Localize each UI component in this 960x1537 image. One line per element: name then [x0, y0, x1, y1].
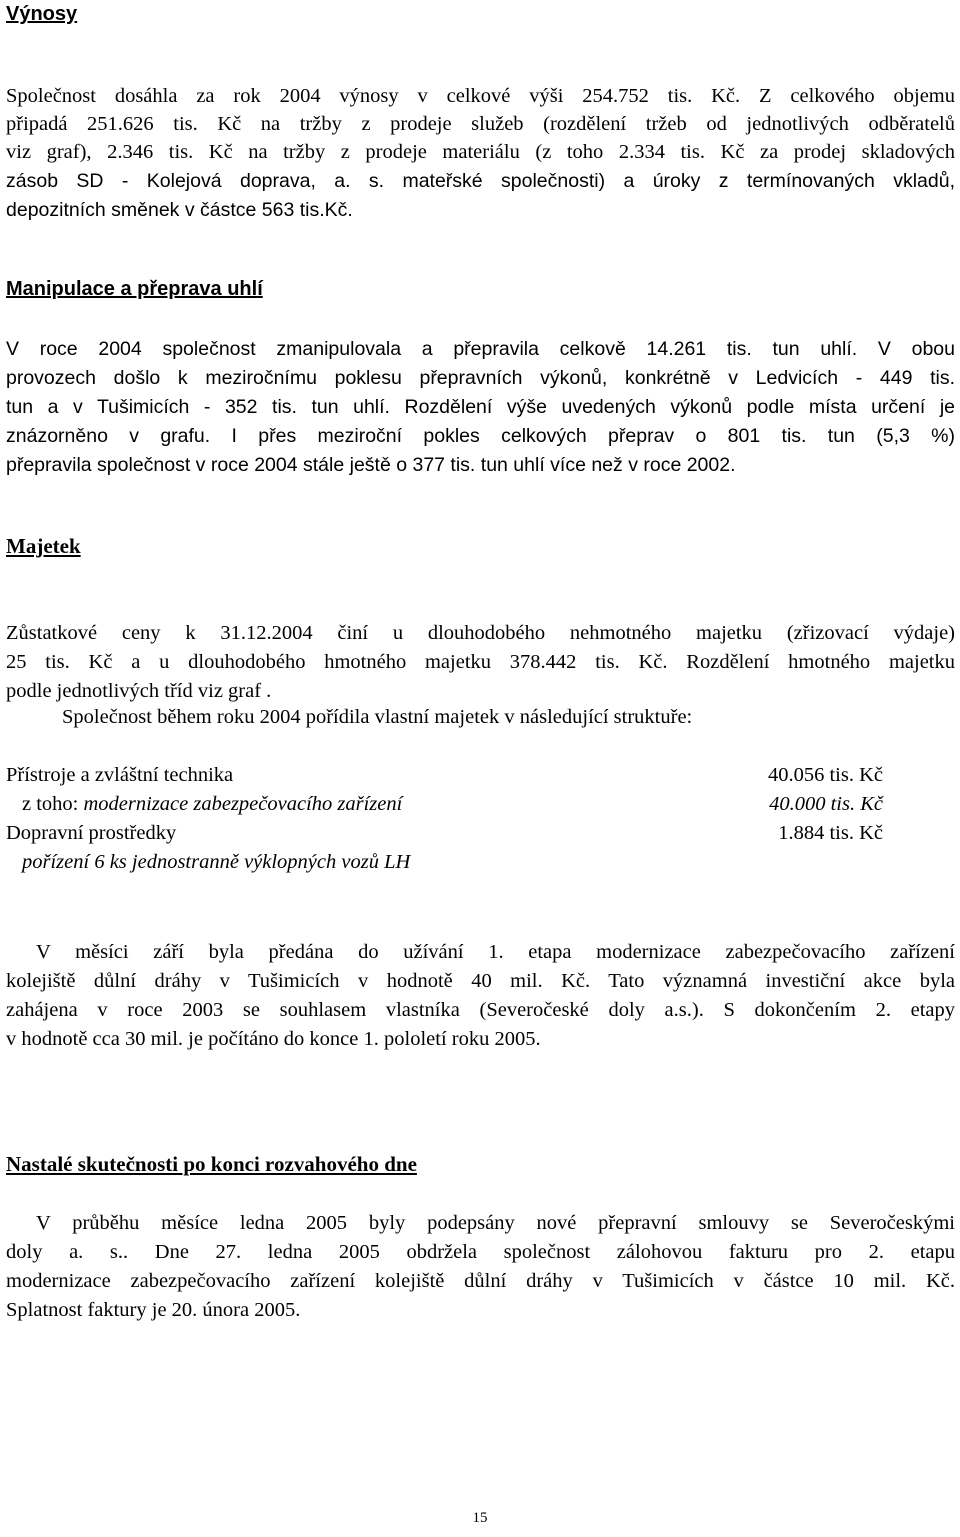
manipulace-line-5: přepravila společnost v roce 2004 stále ještě o 377 tis. tun uhlí více než v roce 2002. [6, 454, 736, 476]
table-row-label-4: pořízení 6 ks jednostranně výklopných vozů LH [22, 851, 411, 873]
heading-vynosy: Výnosy [6, 3, 78, 25]
table-row-prefix-2: z toho: [22, 793, 84, 815]
majetek-paragraph-line-1: V měsíci září byla předána do užívání 1. etapa modernizace zabezpečovacího zařízení [36, 941, 955, 963]
majetek-intro: Společnost během roku 2004 pořídila vlastní majetek v následující struktuře: [62, 706, 693, 728]
manipulace-line-4: znázorněno v grafu. I přes meziroční pokles celkových přeprav o 801 tis. tun (5,3 %) [6, 425, 955, 447]
nastale-line-2: doly a. s.. Dne 27. ledna 2005 obdržela společnost zálohovou fakturu pro 2. etapu [6, 1241, 955, 1263]
nastale-line-3: modernizace zabezpečovacího zařízení kolejiště důlní dráhy v Tušimicích v částce 10 mil. Kč. [6, 1270, 955, 1292]
table-row-amount-1: 40.056 tis. Kč [767, 764, 883, 786]
vynosy-line-4: zásob SD - Kolejová doprava, a. s. mateřské společnosti) a úroky z termínovaných vkladů, [6, 170, 955, 192]
table-row-italic-2: modernizace zabezpečovacího zařízení [83, 793, 403, 815]
vynosy-line-3: viz graf), 2.346 tis. Kč na tržby z prodeje materiálu (z toho 2.334 tis. Kč za prodej skladových [6, 141, 955, 163]
table-row-label-1: Přístroje a zvláštní technika [6, 764, 234, 786]
table-row-label-3: Dopravní prostředky [6, 822, 177, 844]
majetek-paragraph-line-2: kolejiště důlní dráhy v Tušimicích v hodnotě 40 mil. Kč. Tato významná investiční akce byla [6, 970, 955, 992]
majetek-paragraph-line-3: zahájena v roce 2003 se souhlasem vlastníka (Severočeské doly a.s.). S dokončením 2. etapy [6, 999, 955, 1021]
vynosy-line-5: depozitních směnek v částce 563 tis.Kč. [6, 199, 353, 221]
majetek-line-3: podle jednotlivých tříd viz graf . [6, 680, 272, 702]
table-row-amount-2: 40.000 tis. Kč [769, 793, 883, 815]
manipulace-line-1: V roce 2004 společnost zmanipulovala a přepravila celkově 14.261 tis. tun uhlí. V obou [6, 338, 955, 360]
majetek-line-2: 25 tis. Kč a u dlouhodobého hmotného majetku 378.442 tis. Kč. Rozdělení hmotného majetku [6, 651, 955, 673]
table-row-amount-3: 1.884 tis. Kč [778, 822, 883, 844]
heading-nastale: Nastalé skutečnosti po konci rozvahového dne [6, 1152, 417, 1176]
page-number: 15 [472, 1510, 488, 1526]
majetek-paragraph-line-4: v hodnotě cca 30 mil. je počítáno do konce 1. pololetí roku 2005. [6, 1028, 541, 1050]
majetek-line-1: Zůstatkové ceny k 31.12.2004 činí u dlouhodobého nehmotného majetku (zřizovací výdaje) [6, 622, 955, 644]
heading-majetek: Majetek [6, 534, 81, 558]
nastale-line-1: V průběhu měsíce ledna 2005 byly podepsány nové přepravní smlouvy se Severočeskými [36, 1212, 955, 1234]
nastale-line-4: Splatnost faktury je 20. února 2005. [6, 1299, 301, 1321]
manipulace-line-3: tun a v Tušimicích - 352 tis. tun uhlí. Rozdělení výše uvedených výkonů podle místa určení je [6, 396, 955, 418]
vynosy-line-1: Společnost dosáhla za rok 2004 výnosy v celkové výši 254.752 tis. Kč. Z celkového objemu [6, 85, 955, 107]
vynosy-line-2: připadá 251.626 tis. Kč na tržby z prodeje služeb (rozdělení tržeb od jednotlivých odběratelů [6, 113, 955, 135]
table-row-label-2 [22, 793, 402, 816]
manipulace-line-2: provozech došlo k meziročnímu poklesu přepravních výkonů, konkrétně v Ledvicích - 449 tis. [6, 367, 955, 389]
heading-manipulace: Manipulace a přeprava uhlí [6, 278, 263, 300]
